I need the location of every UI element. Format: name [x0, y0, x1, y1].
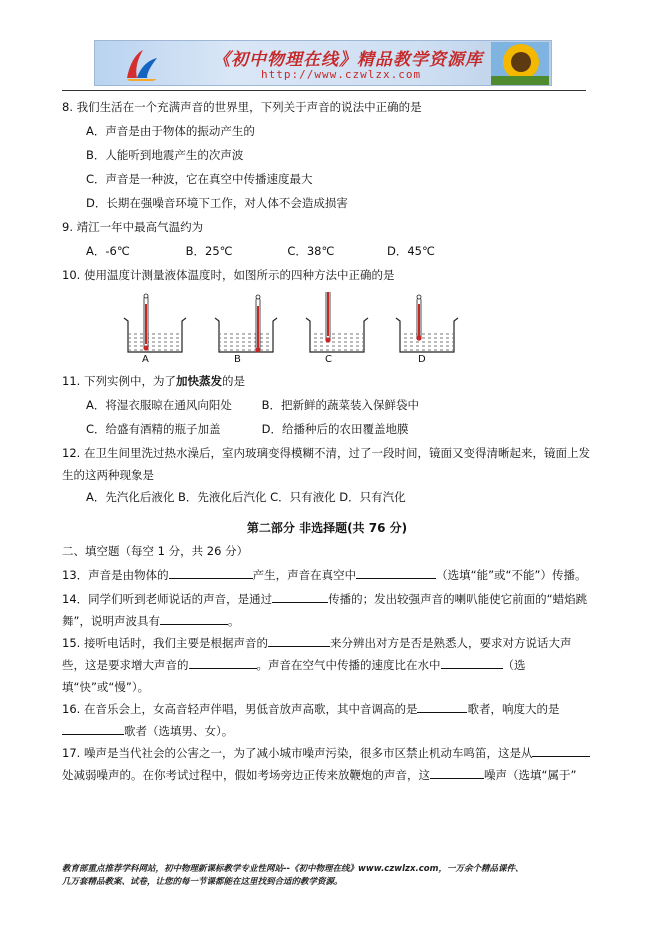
q14-text-3: 。 — [227, 614, 240, 628]
q16-blank-1[interactable] — [417, 699, 467, 713]
exam-content — [62, 96, 592, 786]
q17-blank-2[interactable] — [430, 765, 484, 779]
q13-blank-2[interactable] — [356, 565, 436, 579]
q11-stem-pre: 11. 下列实例中，为了 — [62, 374, 176, 388]
q17-text-2: 处减弱噪声的。在你考试过程中，假如考场旁边正传来放鞭炮的声音，这 — [62, 768, 430, 782]
page-footer — [62, 863, 602, 889]
q10-stem: 10. 使用温度计测量液体温度时，如图所示的四种方法中正确的是 — [62, 268, 395, 282]
q9-options — [62, 240, 592, 264]
q17 — [62, 742, 592, 786]
site-logo-icon — [123, 48, 159, 82]
beaker-b — [215, 295, 277, 352]
q9-option-a: A．-6℃ — [86, 244, 130, 258]
q14-blank-2[interactable] — [160, 611, 228, 625]
footer-line-1: 教育部重点推荐学科网站，初中物理新课标教学专业性网站--《初中物理在线》www.czwlzx.com，一万余个精品课件、 — [62, 864, 524, 874]
section-fill-in: 二、填空题（每空 1 分，共 26 分） — [62, 544, 249, 558]
beaker-c — [306, 292, 368, 352]
q13-text-3: （选填“能”或“不能”）传播。 — [436, 568, 587, 582]
q8-option-c: C．声音是一种波，它在真空中传播速度最大 — [86, 172, 313, 186]
q9-stem: 9. 靖江一年中最高气温约为 — [62, 220, 204, 234]
figure-label-a: A — [142, 354, 149, 365]
q16-text-2: 歌者，响度大的是 — [467, 702, 560, 716]
q11-option-b: B．把新鲜的蔬菜装入保鲜袋中 — [261, 398, 420, 412]
q11-option-d: D．给播种后的农田覆盖地膜 — [261, 422, 409, 436]
q15-text-3: 。声音在空气中传播的速度比在水中 — [256, 658, 441, 672]
header-rule — [62, 90, 586, 91]
q8-option-d: D．长期在强噪音环境下工作，对人体不会造成损害 — [86, 196, 348, 210]
thermometer-diagram — [62, 292, 502, 356]
q11-stem-bold: 加快蒸发 — [175, 374, 222, 388]
q13 — [62, 564, 592, 588]
q11-stem — [62, 370, 592, 394]
q8-stem: 8. 我们生活在一个充满声音的世界里，下列关于声音的说法中正确的是 — [62, 100, 422, 114]
q11-option-c: C．给盛有酒精的瓶子加盖 — [86, 422, 221, 436]
q15-text-1: 15. 接听电话时，我们主要是根据声音的 — [62, 636, 268, 650]
q17-text-1: 17. 噪声是当代社会的公害之一，为了减小城市噪声污染，很多市区禁止机动车鸣笛，这是从 — [62, 746, 533, 760]
header-banner — [94, 40, 552, 86]
q15 — [62, 632, 592, 698]
beaker-d — [396, 295, 458, 352]
q13-text-2: 产生，声音在真空中 — [252, 568, 357, 582]
q8-option-b: B．人能听到地震产生的次声波 — [86, 148, 244, 162]
q9-option-b: B．25℃ — [185, 244, 233, 258]
q9-option-d: D．45℃ — [386, 244, 435, 258]
sunflower-icon — [491, 42, 549, 86]
q11-options-row2 — [62, 418, 592, 442]
figure-label-b: B — [234, 354, 241, 365]
q16 — [62, 698, 592, 742]
part2-title: 第二部分 非选择题(共 76 分) — [246, 521, 408, 535]
q9-option-c: C．38℃ — [287, 244, 335, 258]
q15-blank-3[interactable] — [441, 655, 503, 669]
q11-option-a: A．将湿衣服晾在通风向阳处 — [86, 398, 232, 412]
q14-text-2: 传播的；发出较强声音的喇叭能使它前面的“蜡焰跳舞”，说明声波具有 — [62, 592, 588, 628]
q15-text-4: （选填“快”或“慢”）。 — [62, 658, 526, 694]
q13-blank-1[interactable] — [169, 565, 253, 579]
q15-text-2: 来分辨出对方是否是熟悉人，要求对方说话大声些，这是要求增大声音的 — [62, 636, 572, 672]
q16-text-3: 歌者（选填男、女）。 — [124, 724, 234, 738]
q12-stem: 12. 在卫生间里洗过热水澡后，室内玻璃变得模糊不清，过了一段时间，镜面又变得清晰起来，镜面上发生的这两种现象是 — [62, 446, 590, 482]
figure-label-c: C — [325, 354, 332, 365]
figure-label-d: D — [418, 354, 426, 365]
q14-blank-1[interactable] — [272, 589, 328, 603]
q17-text-3: 噪声（选填“属于” — [484, 768, 577, 782]
q15-blank-1[interactable] — [268, 633, 330, 647]
q17-blank-1[interactable] — [532, 743, 590, 757]
site-url[interactable]: http://www.czwlzx.com — [261, 68, 422, 81]
q11-stem-post: 的是 — [221, 374, 245, 388]
q14 — [62, 588, 592, 632]
q13-text-1: 13．声音是由物体的 — [62, 568, 169, 582]
q12-options: A．先汽化后液化 B．先液化后汽化 C．只有液化 D．只有汽化 — [86, 490, 406, 504]
beaker-a — [124, 294, 186, 352]
q15-blank-2[interactable] — [189, 655, 257, 669]
site-title: 《初中物理在线》精品教学资源库 — [213, 50, 483, 70]
footer-line-2: 几万套精品教案、试卷，让您的每一节课都能在这里找到合适的教学资源。 — [62, 877, 343, 887]
q14-text-1: 14．同学们听到老师说话的声音，是通过 — [62, 592, 273, 606]
q11-options-row1 — [62, 394, 592, 418]
q8-option-a: A．声音是由于物体的振动产生的 — [86, 124, 255, 138]
q16-text-1: 16. 在音乐会上，女高音轻声伴唱，男低音放声高歌，其中音调高的是 — [62, 702, 418, 716]
thermometer-figure — [62, 292, 592, 368]
q16-blank-2[interactable] — [62, 721, 124, 735]
